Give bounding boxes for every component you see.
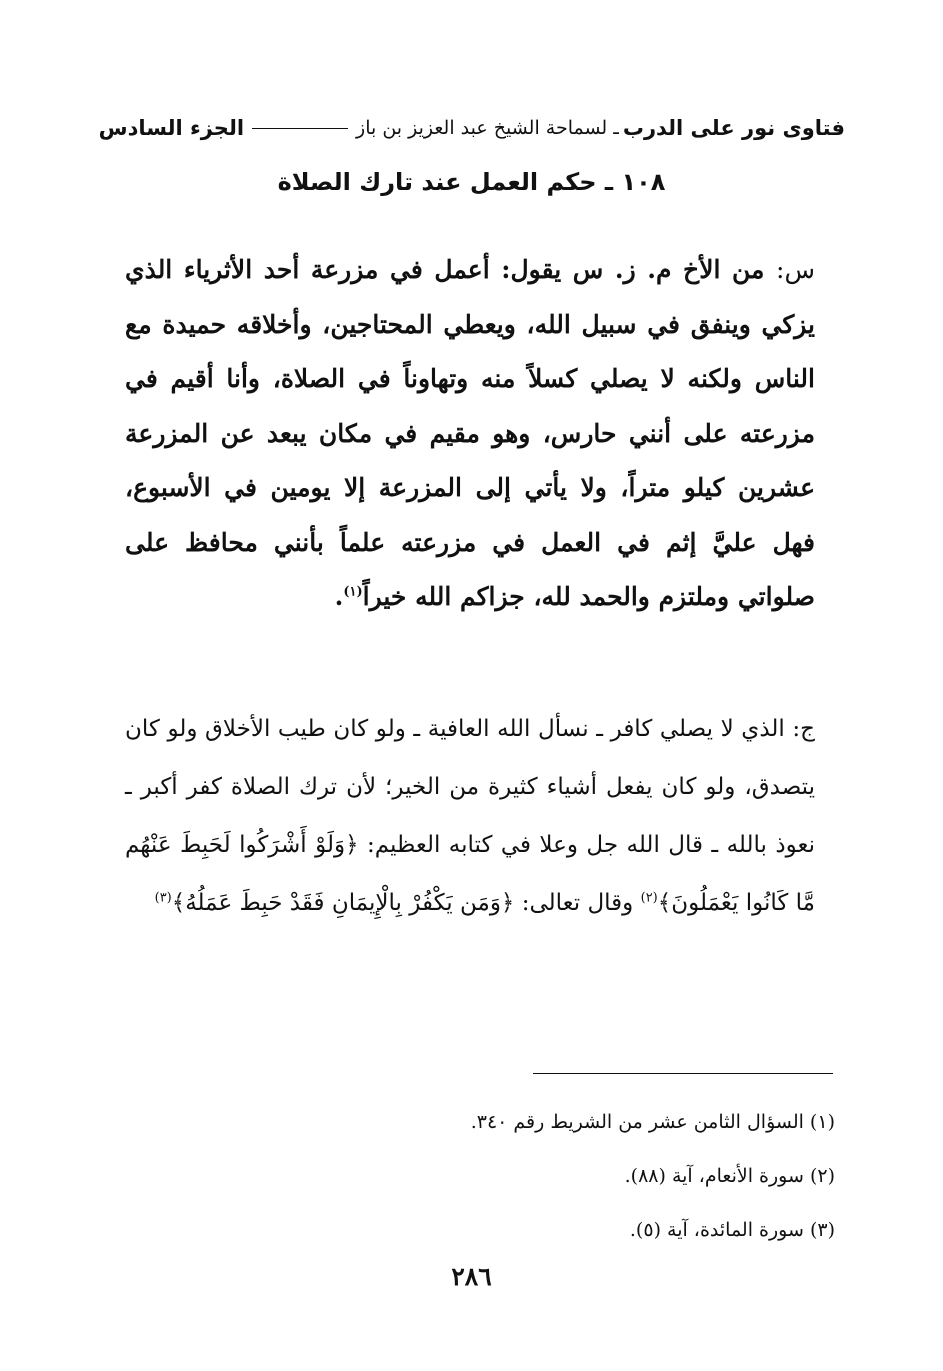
footnote-2: (٢) سورة الأنعام، آية (٨٨). bbox=[624, 1165, 835, 1187]
footnote-separator bbox=[533, 1073, 833, 1074]
answer-text-2: وقال تعالى: bbox=[521, 890, 634, 916]
question-end: . bbox=[334, 582, 344, 611]
footnotes bbox=[135, 1095, 835, 1257]
running-header bbox=[85, 108, 845, 148]
footnote-3: (٣) سورة المائدة، آية (٥). bbox=[629, 1219, 835, 1241]
header-rule bbox=[252, 128, 348, 129]
footnote-ref-1: (١) bbox=[343, 584, 363, 600]
footnote-ref-2: (٢) bbox=[640, 890, 658, 906]
book-title: فتاوى نور على الدرب bbox=[622, 116, 845, 140]
question-paragraph bbox=[125, 243, 815, 625]
page-number: ٢٨٦ bbox=[451, 1262, 492, 1291]
answer-paragraph bbox=[125, 700, 815, 932]
answer-label: ج: bbox=[792, 716, 816, 742]
question-text: من الأخ م. ز. س يقول: أعمل في مزرعة أحد الأثرياء الذي يزكي وينفق في سبيل الله، ويعطي المحتاجين، وأخلاقه حميدة مع الناس ولكنه لا يصلي كسلاً منه وتهاوناً في الصلاة، وأنا أقيم في مزرعته على أنني حارس، وهو مقيم في مكان يبعد عن المزرعة عشرين كيلو متراً، ولا يأتي إلى المزرعة إلا يومين في الأسبوع، فهل عليَّ إثم في العمل في مزرعته علماً بأنني محافظ على صلواتي وملتزم والحمد لله، جزاكم الله خيراً bbox=[125, 255, 815, 611]
volume-label: الجزء السادس bbox=[98, 116, 245, 140]
question-label: س: bbox=[776, 255, 815, 284]
answer-text-1: الذي لا يصلي كافر ـ نسأل الله العافية ـ ولو كان طيب الأخلاق ولو كان يتصدق، ولو كان يفعل أشياء كثيرة من الخير؛ لأن ترك الصلاة كفر أكبر ـ نعوذ بالله ـ قال الله جل وعلا في كتابه العظيم: bbox=[125, 716, 815, 858]
footnote-ref-3: (٣) bbox=[154, 890, 172, 906]
footnote-1: (١) السؤال الثامن عشر من الشريط رقم ٣٤٠. bbox=[470, 1111, 835, 1133]
author-name: ـ لسماحة الشيخ عبد العزيز بن باز bbox=[356, 117, 619, 139]
chapter-title: ١٠٨ ـ حكم العمل عند تارك الصلاة bbox=[277, 168, 666, 196]
quran-quote-2: ﴿وَمَن يَكْفُرْ بِالْإِيمَانِ فَقَدْ حَبِطَ عَمَلُهُ﴾ bbox=[171, 890, 515, 916]
quran-quote-1: ﴿وَلَوْ أَشْرَكُوا لَحَبِطَ عَنْهُم مَّا كَانُوا يَعْمَلُونَ﴾ bbox=[125, 832, 815, 916]
